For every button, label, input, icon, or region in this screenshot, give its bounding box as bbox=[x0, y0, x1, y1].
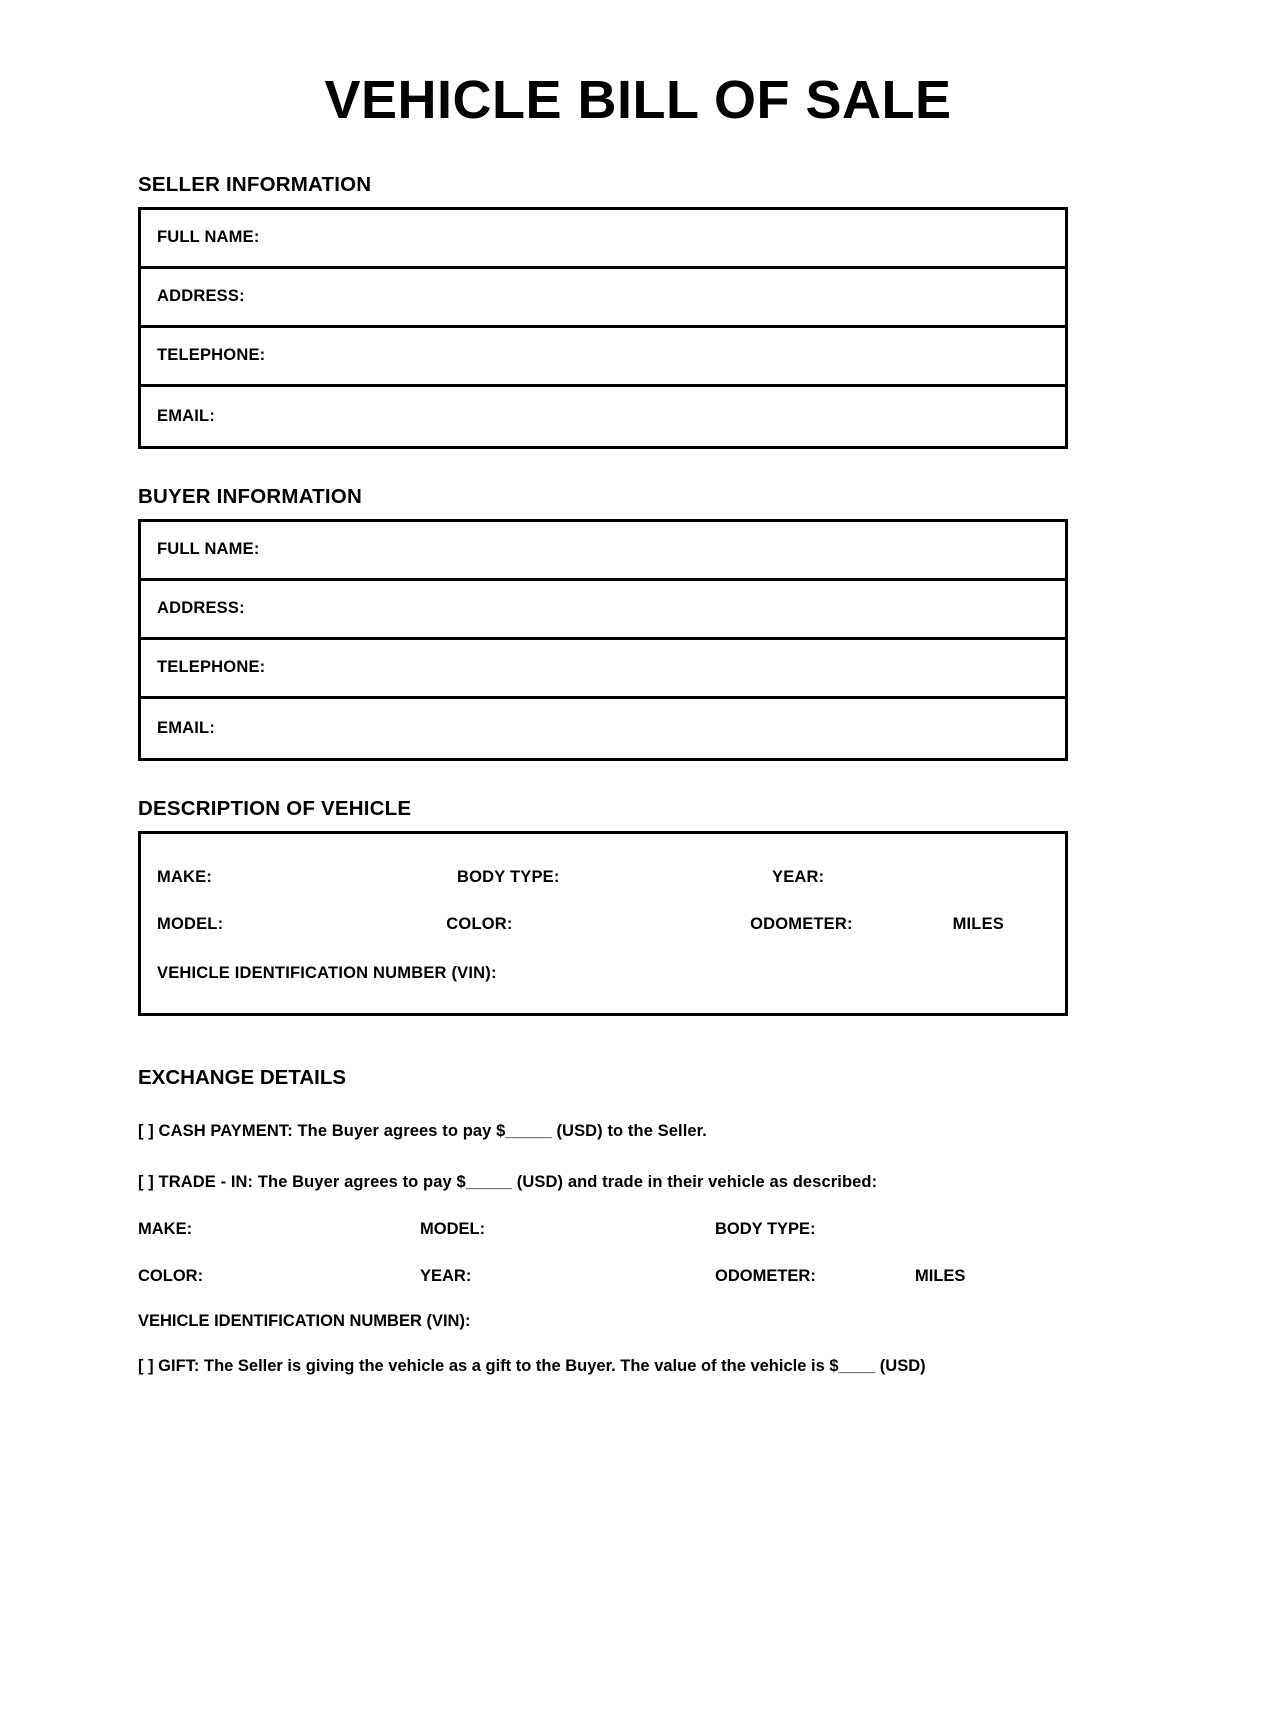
trade-in-row-two bbox=[138, 1267, 1138, 1286]
page-title: VEHICLE BILL OF SALE bbox=[324, 70, 952, 130]
seller-telephone-row[interactable] bbox=[141, 328, 1065, 387]
seller-address-row[interactable] bbox=[141, 269, 1065, 328]
trade-in-odometer-label[interactable]: ODOMETER: bbox=[715, 1266, 816, 1285]
document-page bbox=[0, 72, 1276, 1723]
buyer-telephone-label: TELEPHONE: bbox=[157, 658, 266, 677]
buyer-email-label: EMAIL: bbox=[157, 718, 216, 737]
vehicle-miles-unit: MILES bbox=[952, 914, 1004, 933]
buyer-full-name-row[interactable] bbox=[141, 522, 1065, 581]
buyer-full-name-label: FULL NAME: bbox=[157, 540, 260, 559]
trade-in-option[interactable]: [ ] TRADE - IN: The Buyer agrees to pay $_____ (USD) and trade in their vehicle as described: bbox=[138, 1172, 878, 1191]
exchange-details-heading: EXCHANGE DETAILS bbox=[138, 1065, 347, 1089]
seller-email-label: EMAIL: bbox=[157, 406, 216, 425]
cash-payment-option[interactable]: [ ] CASH PAYMENT: The Buyer agrees to pay $_____ (USD) to the Seller. bbox=[138, 1121, 707, 1140]
trade-in-vin-label[interactable]: VEHICLE IDENTIFICATION NUMBER (VIN): bbox=[138, 1311, 471, 1330]
trade-in-miles-unit: MILES bbox=[915, 1266, 966, 1285]
vehicle-vin-label[interactable]: VEHICLE IDENTIFICATION NUMBER (VIN): bbox=[157, 963, 497, 982]
vehicle-body-type-label[interactable]: BODY TYPE: bbox=[457, 867, 560, 886]
seller-information-table bbox=[138, 207, 1068, 449]
trade-in-year-label[interactable]: YEAR: bbox=[420, 1266, 472, 1285]
trade-in-body-type-label[interactable]: BODY TYPE: bbox=[715, 1219, 816, 1238]
vehicle-description-heading: DESCRIPTION OF VEHICLE bbox=[138, 796, 412, 820]
vehicle-year-label[interactable]: YEAR: bbox=[772, 867, 825, 886]
vehicle-row-make bbox=[157, 868, 1049, 887]
seller-telephone-label: TELEPHONE: bbox=[157, 346, 266, 365]
trade-in-row-one bbox=[138, 1220, 1138, 1239]
document-body bbox=[0, 173, 1276, 1376]
seller-information-heading: SELLER INFORMATION bbox=[138, 172, 372, 196]
vehicle-make-label[interactable]: MAKE: bbox=[157, 867, 213, 886]
seller-full-name-label: FULL NAME: bbox=[157, 228, 260, 247]
trade-in-model-label[interactable]: MODEL: bbox=[420, 1219, 486, 1238]
vehicle-odometer-label[interactable]: ODOMETER: bbox=[750, 914, 853, 933]
seller-address-label: ADDRESS: bbox=[157, 287, 245, 306]
gift-option[interactable]: [ ] GIFT: The Seller is giving the vehicle as a gift to the Buyer. The value of the vehicle is $____ (USD) bbox=[138, 1356, 926, 1375]
buyer-information-heading: BUYER INFORMATION bbox=[138, 484, 362, 508]
seller-full-name-row[interactable] bbox=[141, 210, 1065, 269]
vehicle-row-vin bbox=[157, 964, 1049, 983]
buyer-email-row[interactable] bbox=[141, 699, 1065, 758]
trade-in-make-label[interactable]: MAKE: bbox=[138, 1219, 193, 1238]
buyer-telephone-row[interactable] bbox=[141, 640, 1065, 699]
buyer-address-row[interactable] bbox=[141, 581, 1065, 640]
vehicle-model-label[interactable]: MODEL: bbox=[157, 914, 224, 933]
vehicle-description-box bbox=[138, 831, 1068, 1016]
seller-email-row[interactable] bbox=[141, 387, 1065, 446]
trade-in-color-label[interactable]: COLOR: bbox=[138, 1266, 204, 1285]
vehicle-row-model bbox=[157, 915, 1049, 934]
buyer-information-table bbox=[138, 519, 1068, 761]
buyer-address-label: ADDRESS: bbox=[157, 599, 245, 618]
vehicle-color-label[interactable]: COLOR: bbox=[446, 914, 513, 933]
